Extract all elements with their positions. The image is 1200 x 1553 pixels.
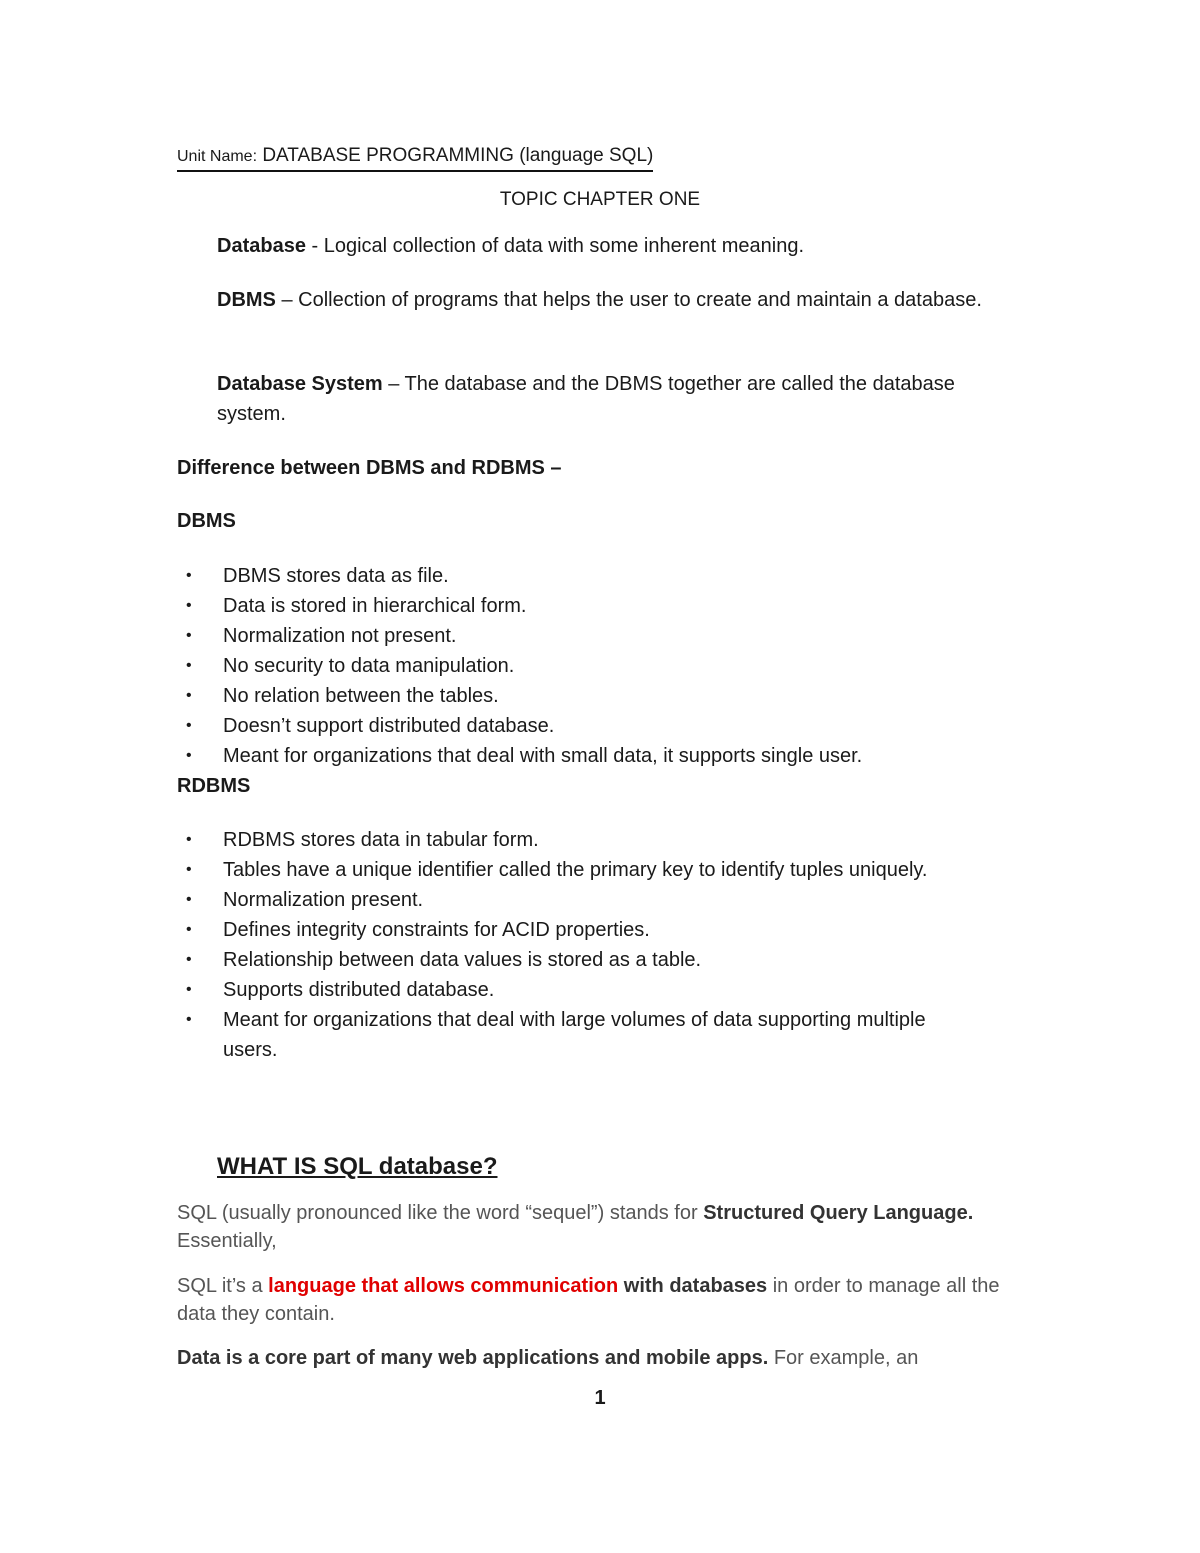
list-item-text: Tables have a unique identifier called the primary key to identify tuples uniquely. [223, 859, 928, 881]
unit-label: Unit Name: [177, 148, 258, 165]
definition-separator: – [275, 289, 299, 311]
bullet: • [186, 687, 192, 704]
definition-separator: – [382, 373, 405, 395]
list-item [177, 975, 957, 1005]
bullet: • [186, 627, 192, 644]
definition-database-system [217, 369, 997, 429]
page-number: 1 [594, 1387, 606, 1409]
unit-title: DATABASE PROGRAMMING (language SQL) [262, 145, 654, 166]
definition-dbms [217, 285, 997, 315]
list-item [177, 855, 957, 885]
list-item [177, 945, 957, 975]
bullet: • [186, 891, 192, 908]
list-item [177, 1005, 957, 1065]
bullet: • [186, 1011, 192, 1028]
bullet: • [186, 861, 192, 878]
bullet: • [186, 657, 192, 674]
list-item-text: RDBMS stores data in tabular form. [223, 829, 539, 851]
bullet: • [186, 717, 192, 734]
paragraph-text: SQL it’s a [177, 1275, 269, 1297]
list-item [177, 885, 957, 915]
list-item-text: Defines integrity constraints for ACID properties. [223, 919, 650, 941]
definition-term: DBMS [217, 289, 276, 311]
topic-heading: TOPIC CHAPTER ONE [499, 189, 701, 210]
list-item-text: Relationship between data values is stored as a table. [223, 949, 702, 971]
bullet: • [186, 597, 192, 614]
list-item [177, 591, 957, 621]
paragraph-text: SQL (usually pronounced like the word “sequel”) stands for [177, 1202, 704, 1224]
list-item-text: Doesn’t support distributed database. [223, 715, 555, 737]
definition-separator: - [305, 235, 324, 257]
definition-text: Logical collection of data with some inherent meaning. [323, 235, 805, 257]
list-item [177, 741, 957, 771]
list-item-text: Supports distributed database. [223, 979, 495, 1001]
paragraph-text: in order to manage all the data they contain. [177, 1275, 1000, 1325]
emphasis-text: Data is a core part of many web applications and mobile apps. [177, 1347, 769, 1369]
list-item-text: Normalization not present. [223, 625, 457, 647]
bullet: • [186, 921, 192, 938]
list-item-text: Meant for organizations that deal with large volumes of data supporting multiple users. [223, 1009, 926, 1061]
sql-section-heading: WHAT IS SQL database? [217, 1153, 498, 1180]
bullet: • [186, 747, 192, 764]
list-item [177, 915, 957, 945]
list-item-text: Meant for organizations that deal with small data, it supports single user. [223, 745, 863, 767]
unit-name-line [177, 144, 653, 172]
list-item [177, 621, 957, 651]
list-item [177, 681, 957, 711]
list-item-text: No relation between the tables. [223, 685, 499, 707]
emphasis-text: with databases [618, 1275, 768, 1297]
dbms-list [177, 561, 957, 771]
bullet: • [186, 951, 192, 968]
sql-paragraph-1 [177, 1199, 1037, 1255]
dbms-heading: DBMS [177, 510, 236, 532]
difference-heading: Difference between DBMS and RDBMS – [177, 457, 562, 479]
sql-paragraph-2 [177, 1272, 1037, 1328]
definition-database [217, 231, 997, 261]
list-item [177, 711, 957, 741]
bullet: • [186, 831, 192, 848]
emphasis-text: Structured Query Language. [703, 1202, 974, 1224]
list-item-text: DBMS stores data as file. [223, 565, 449, 587]
rdbms-list [177, 825, 957, 1065]
list-item-text: Data is stored in hierarchical form. [223, 595, 527, 617]
list-item-text: No security to data manipulation. [223, 655, 515, 677]
sql-paragraph-3 [177, 1344, 1037, 1372]
list-item [177, 561, 957, 591]
bullet: • [186, 981, 192, 998]
definition-term: Database [217, 235, 306, 257]
definition-text: Collection of programs that helps the user to create and maintain a database. [298, 289, 982, 311]
definition-term: Database System [217, 373, 383, 395]
definition-text: The database and the DBMS together are called the database system. [217, 373, 955, 425]
list-item-text: Normalization present. [223, 889, 424, 911]
rdbms-heading: RDBMS [177, 775, 251, 797]
list-item [177, 651, 957, 681]
paragraph-text: For example, an [768, 1347, 919, 1369]
highlight-text: language that allows communication [268, 1275, 619, 1297]
list-item [177, 825, 957, 855]
paragraph-text: Essentially, [177, 1230, 277, 1252]
bullet: • [186, 567, 192, 584]
